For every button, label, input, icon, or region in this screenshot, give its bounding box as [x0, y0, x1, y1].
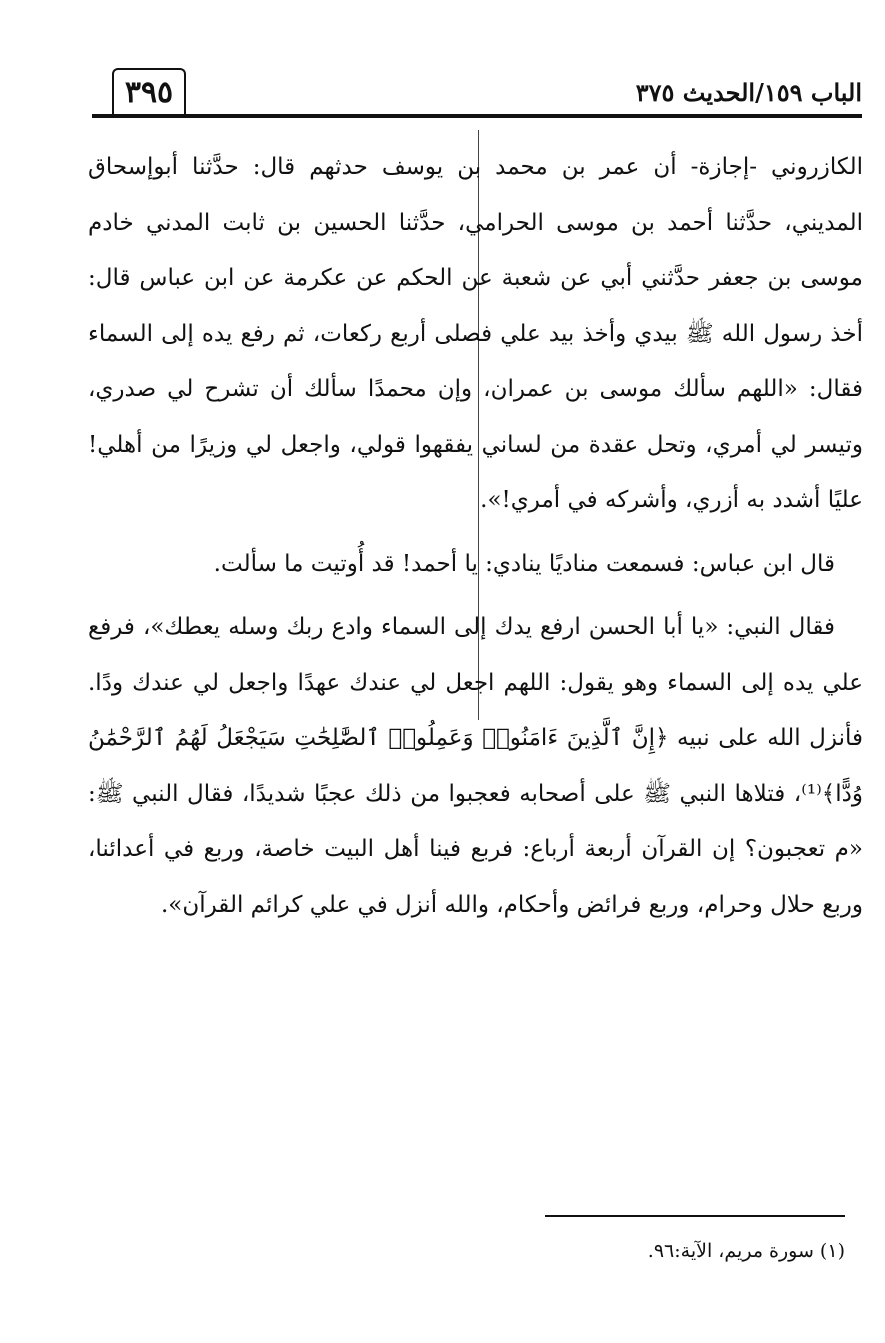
paragraph-ibn-abbas: قال ابن عباس: فسمعت مناديًا ينادي: يا أحمد! قد أُوتيت ما سألت.	[213, 550, 835, 577]
footnote-rule	[545, 1215, 845, 1217]
chapter-hadith-title: الباب ١٥٩/الحديث ٣٧٥	[635, 78, 862, 107]
footnote: (١) سورة مريم، الآية:٩٦.	[647, 1240, 845, 1262]
page-header	[92, 60, 862, 122]
body-text	[88, 140, 863, 933]
paragraph-prophet-said: فقال النبي: «يا أبا الحسن ارفع يدك إلى السماء وادع ربك وسله يعطك»، فرفع علي يده إلى السماء وهو يقول: اللهم اجعل لي عندك عهدًا واجعل لي عندك ودًا. فأنزل الله على نبيه ﴿إِنَّ ٱلَّذِينَ ءَامَنُوا۟ وَعَمِلُوا۟ ٱلصَّٰلِحَٰتِ سَيَجْعَلُ لَهُمُ ٱلرَّحْمَٰنُ وُدًّا﴾⁽¹⁾، فتلاها النبي ﷺ على أصحابه فعجبوا من ذلك عجبًا شديدًا، فقال النبي ﷺ: «م تعجبون؟ إن القرآن أربعة أرباع: فربع فينا أهل البيت خاصة، وربع في أعدائنا، وربع حلال وحرام، وربع فرائض وأحكام، والله أنزل في علي كرائم القرآن».	[88, 614, 863, 918]
page-number: ٣٩٥	[112, 68, 186, 116]
header-rule	[92, 114, 862, 118]
paragraph-isnad: الكازروني -إجازة- أن عمر بن محمد بن يوسف حدثهم قال: حدَّثنا أبوإسحاق المديني، حدَّثنا أحمد بن موسى الحرامي، حدَّثنا الحسين بن ثابت المدني خادم موسى بن جعفر حدَّثني أبي عن شعبة عن الحكم عن عكرمة عن ابن عباس قال: أخذ رسول الله ﷺ بيدي وأخذ بيد علي فصلى أربع ركعات، ثم رفع يده إلى السماء فقال: «اللهم سألك موسى بن عمران، وإن محمدًا سألك أن تشرح لي صدري، وتيسر لي أمري، وتحل عقدة من لساني يفقهوا قولي، واجعل لي وزيرًا من أهلي! عليًا أشدد به أزري، وأشركه في أمري!».	[88, 154, 863, 513]
